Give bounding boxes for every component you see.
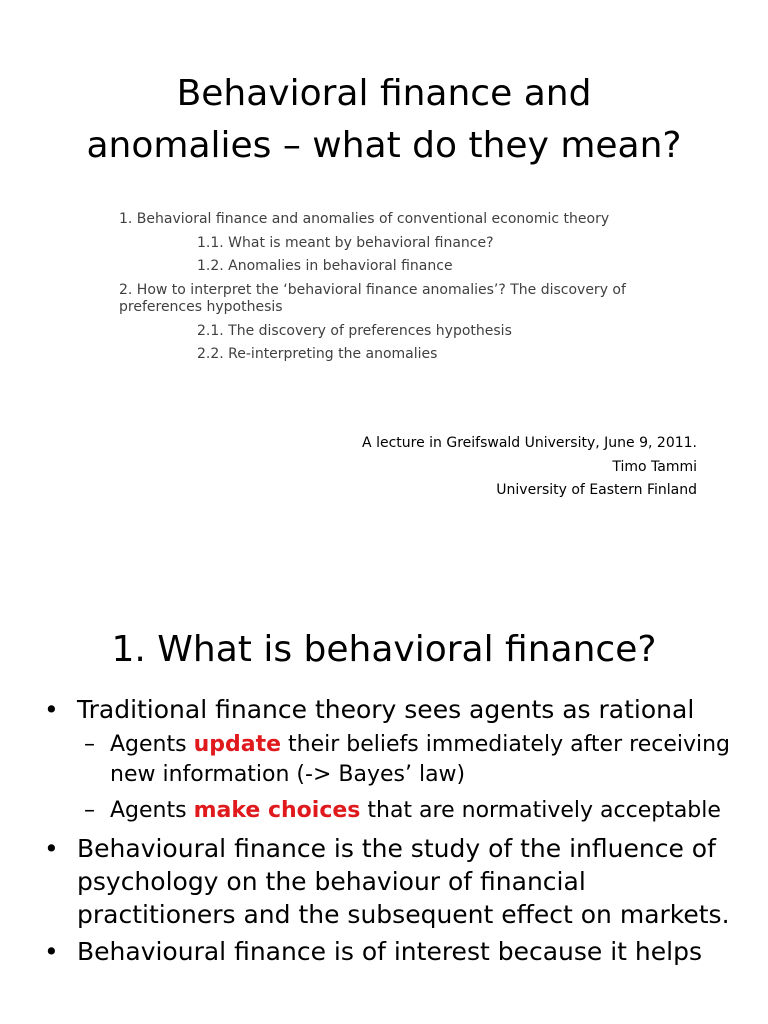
dash-marker: – [84, 798, 95, 823]
slide-2-title: 1. What is behavioral finance? [111, 629, 657, 670]
slide-2 [0, 576, 768, 1024]
credit-university: University of Eastern Finland [496, 482, 697, 498]
sub-bullet-item [44, 730, 734, 790]
toc-item-2-2: 2.2. Re-interpreting the anomalies [197, 346, 438, 362]
bullet-item [44, 935, 734, 968]
table-of-contents [119, 211, 639, 370]
slide-1-title [0, 68, 768, 172]
toc-item-2-1: 2.1. The discovery of preferences hypothesis [197, 322, 512, 339]
sub-bullet-text-post: that are normatively acceptable [360, 798, 721, 823]
bullet-marker: • [44, 834, 59, 863]
sub-bullet-text-post: their beliefs immediately after receiving new information (-> Bayes’ law) [110, 732, 731, 787]
sub-bullet-item [44, 796, 734, 826]
credit-lecture-line: A lecture in Greifswald University, June 9, 2011. [362, 435, 697, 451]
slide-1-title-line-2: anomalies – what do they mean? [86, 125, 682, 166]
sub-bullet-text-pre: Agents [110, 798, 194, 823]
bullet-list [44, 693, 734, 972]
sub-bullet-text-pre: Agents [110, 732, 194, 757]
slide-1-title-line-1: Behavioral finance and [176, 73, 592, 114]
highlight-make-choices: make choices [193, 798, 361, 823]
toc-item-1-1: 1.1. What is meant by behavioral finance? [197, 234, 494, 251]
dash-marker: – [84, 732, 95, 757]
bullet-marker: • [44, 937, 59, 966]
bullet-text: Traditional finance theory sees agents as rational [77, 695, 695, 724]
credit-author: Timo Tammi [612, 458, 697, 475]
bullet-marker: • [44, 695, 59, 724]
highlight-update: update [193, 732, 282, 757]
bullet-text: Behavioural finance is of interest because it helps [77, 937, 702, 966]
toc-item-2: 2. How to interpret the ‘behavioral finance anomalies’? The discovery of preferences hypothesis [119, 281, 626, 315]
bullet-item [44, 832, 734, 931]
toc-item-1-2: 1.2. Anomalies in behavioral finance [197, 258, 453, 274]
toc-item-1: 1. Behavioral finance and anomalies of conventional economic theory [119, 211, 610, 227]
bullet-item [44, 693, 734, 726]
lecture-credit [362, 432, 697, 503]
bullet-text: Behavioural finance is the study of the influence of psychology on the behaviour of financial practitioners and the subsequent effect on markets. [77, 834, 730, 929]
